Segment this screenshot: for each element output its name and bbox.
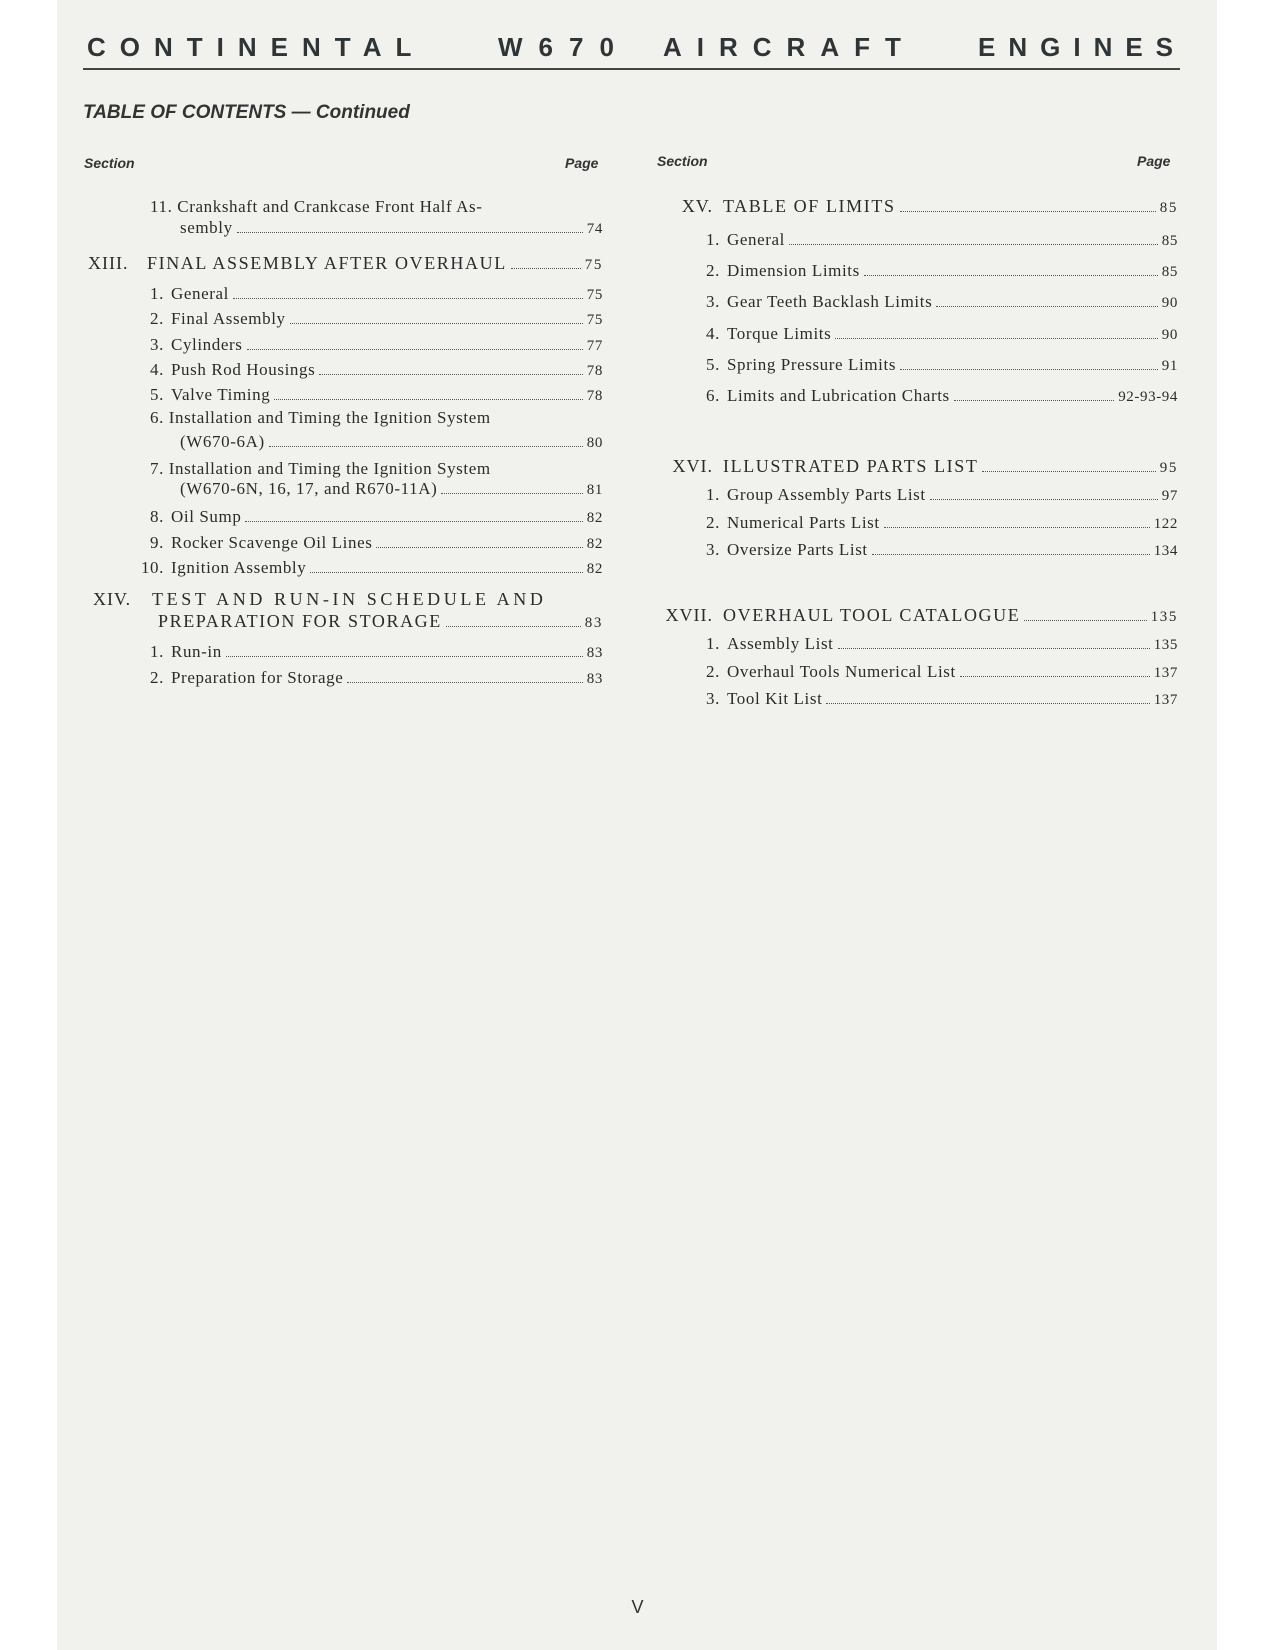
toc-entry-label: General [727,230,785,249]
toc-page-number: 85 [1159,200,1178,216]
toc-entry-number: 8. [150,507,164,526]
toc-entry[interactable] [180,432,603,452]
toc-entry-line [150,408,577,428]
section-numeral: XVII. [665,605,713,625]
section-numeral: XIV. [93,589,132,609]
dot-leader [310,572,582,573]
dot-leader [864,275,1158,276]
toc-page-number: 75 [584,257,603,273]
dot-leader [872,554,1150,555]
section-title: TABLE OF LIMITS [723,196,896,216]
toc-entry[interactable] [700,662,1178,682]
toc-section-entry[interactable] [657,605,1178,626]
toc-entry-text: 11. Crankshaft and Crankcase Front Half As- [150,197,483,216]
section-numeral: XVI. [672,456,713,476]
dot-leader [269,446,583,447]
toc-entry-line [150,459,577,479]
left-page-label: Page [565,155,599,171]
toc-entry-number: 5. [706,354,720,374]
toc-section-entry[interactable] [88,253,603,274]
dot-leader [319,374,582,375]
toc-entry-label: Run-in [171,642,222,661]
toc-entry-label: Oversize Parts List [727,540,868,559]
toc-entry-label: Overhaul Tools Numerical List [727,661,956,681]
toc-page-number: 134 [1153,543,1178,559]
toc-entry-number: 3. [706,540,720,559]
dot-leader [789,244,1158,245]
toc-page-number: 122 [1153,515,1178,532]
toc-entry-label: sembly [180,218,233,237]
dot-leader [884,527,1150,528]
page-number-footer: V [631,1597,644,1617]
dot-leader [954,400,1114,401]
toc-entry-label: General [171,284,229,303]
dot-leader [376,547,582,548]
toc-entry-label: Limits and Lubrication Charts [727,386,950,405]
toc-entry-label: Spring Pressure Limits [727,354,897,374]
page-header [83,30,1187,70]
toc-entry[interactable] [136,284,603,304]
toc-entry-label: Assembly List [727,634,834,653]
toc-entry[interactable] [700,540,1178,560]
toc-page-number: 83 [584,615,603,631]
toc-entry-number: 6. [706,386,720,405]
toc-entry-number: 1. [706,230,720,249]
section-title: OVERHAUL TOOL CATALOGUE [723,605,1021,625]
toc-page-number: 90 [1161,295,1178,312]
toc-entry[interactable] [136,533,603,553]
toc-entry[interactable] [136,335,603,355]
toc-entry-label: Torque Limits [727,323,832,343]
toc-entry-label: Tool Kit List [727,689,823,708]
toc-page-number: 82 [586,510,603,526]
header-word-4: ENGINES [978,32,1187,62]
header-word-3: AIRCRAFT [663,32,916,62]
toc-entry-label: Oil Sump [171,507,242,526]
toc-entry-number: 1. [150,642,164,661]
toc-entry[interactable] [700,485,1178,505]
toc-entry-label: Dimension Limits [727,261,860,281]
toc-entry-line [150,197,577,217]
dot-leader [245,521,582,522]
toc-page-number: 85 [1161,264,1178,281]
section-title: FINAL ASSEMBLY AFTER OVERHAUL [147,253,507,273]
toc-entry-number: 2. [706,261,720,281]
toc-page-number: 135 [1153,637,1178,653]
toc-page-number: 97 [1161,488,1178,504]
toc-entry[interactable] [700,386,1178,406]
toc-entry-number: 1. [150,284,164,303]
toc-section-entry[interactable] [667,456,1178,477]
toc-entry-label: Preparation for Storage [171,667,344,687]
toc-entry[interactable] [136,668,603,688]
dot-leader [511,268,581,269]
toc-entry-label: Final Assembly [171,309,286,329]
dot-leader [936,306,1158,307]
header-word-1: CONTINENTAL [87,32,426,62]
dot-leader [835,338,1157,339]
dot-leader [900,369,1158,370]
toc-entry[interactable] [700,261,1178,281]
dot-leader [441,493,582,494]
toc-page-number: 81 [586,482,603,498]
toc-section-entry[interactable] [93,589,603,610]
toc-entry[interactable] [700,355,1178,375]
toc-entry[interactable] [700,634,1178,654]
toc-entry-text: 7. Installation and Timing the Ignition System [150,459,491,478]
toc-entry-number: 4. [706,323,720,343]
toc-entry-number: 10. [140,558,164,577]
toc-entry-label: (W670-6A) [180,432,265,451]
dot-leader [226,656,583,657]
dot-leader [900,211,1156,212]
toc-entry-label: Rocker Scavenge Oil Lines [171,532,373,552]
toc-entry-number: 2. [706,661,720,681]
toc-entry-label: (W670-6N, 16, 17, and R670-11A) [180,479,438,498]
dot-leader [347,682,582,683]
dot-leader [1024,620,1146,621]
toc-entry-number: 4. [150,359,164,379]
dot-leader [826,703,1149,704]
toc-page-number: 92-93-94 [1118,389,1178,405]
toc-entry[interactable] [180,479,603,499]
toc-page-number: 83 [586,670,603,687]
toc-page-number: 75 [586,287,603,303]
toc-page-number: 75 [586,312,603,329]
toc-page-number: 85 [1161,233,1178,249]
dot-leader [290,323,583,324]
toc-entry-label: Gear Teeth Backlash Limits [727,292,933,312]
toc-page-number: 137 [1153,692,1178,708]
toc-page-number: 90 [1161,326,1178,343]
dot-leader [982,471,1155,472]
toc-entry-label: Group Assembly Parts List [727,485,926,504]
right-section-label: Section [657,153,708,169]
toc-entry[interactable] [136,507,603,527]
toc-page-number: 78 [586,388,603,405]
toc-page-number: 135 [1150,609,1178,625]
toc-page-number: 77 [586,337,603,354]
toc-entry-number: 5. [150,385,164,405]
toc-page-number: 91 [1161,357,1178,374]
toc-section-entry[interactable] [158,611,603,632]
toc-page-number: 80 [586,435,603,451]
toc-entry[interactable] [136,558,603,578]
toc-entry[interactable] [700,689,1178,709]
toc-entry[interactable] [700,292,1178,312]
toc-heading: TABLE OF CONTENTS — Continued [83,102,410,123]
toc-entry[interactable] [700,324,1178,344]
toc-entry-number: 3. [706,292,720,312]
toc-entry-label: Ignition Assembly [171,558,307,577]
toc-entry[interactable] [136,360,603,380]
toc-page-number: 78 [586,362,603,379]
dot-leader [274,399,582,400]
toc-entry-number: 9. [150,532,164,552]
toc-entry[interactable] [700,230,1178,250]
toc-entry[interactable] [700,513,1178,533]
toc-entry-number: 1. [706,485,720,504]
toc-page-number: 83 [586,645,603,661]
toc-entry-number: 2. [150,309,164,329]
toc-entry-label: Valve Timing [171,385,271,405]
toc-page-number: 95 [1159,460,1178,476]
section-title: TEST AND RUN-IN SCHEDULE AND [152,589,547,609]
section-numeral: XIII. [88,253,129,273]
toc-entry[interactable] [136,385,603,405]
toc-entry-label: Push Rod Housings [171,359,316,379]
toc-entry-label: Cylinders [171,334,243,354]
toc-entry[interactable] [136,642,603,662]
right-page-label: Page [1137,153,1171,169]
dot-leader [446,626,581,627]
toc-entry-number: 1. [706,634,720,653]
section-title: PREPARATION FOR STORAGE [158,611,442,631]
toc-entry-number: 3. [706,689,720,708]
dot-leader [237,232,583,233]
toc-entry-number: 2. [150,667,164,687]
dot-leader [838,648,1150,649]
dot-leader [960,676,1150,677]
toc-entry-number: 3. [150,334,164,354]
dot-leader [247,349,583,350]
dot-leader [930,499,1158,500]
toc-page-number: 137 [1153,664,1178,681]
toc-entry-label: Numerical Parts List [727,512,880,532]
toc-section-entry[interactable] [675,196,1178,217]
toc-page-number: 82 [586,561,603,577]
section-numeral: XV. [681,196,713,216]
header-word-2: W670 [498,32,630,62]
toc-entry-number: 2. [706,512,720,532]
toc-entry[interactable] [136,309,603,329]
toc-entry-text: 6. Installation and Timing the Ignition System [150,408,491,427]
section-title: ILLUSTRATED PARTS LIST [723,456,979,476]
dot-leader [233,298,583,299]
toc-page-number: 74 [586,221,603,237]
toc-page-number: 82 [586,535,603,552]
left-section-label: Section [84,155,135,171]
toc-entry[interactable] [180,218,603,238]
